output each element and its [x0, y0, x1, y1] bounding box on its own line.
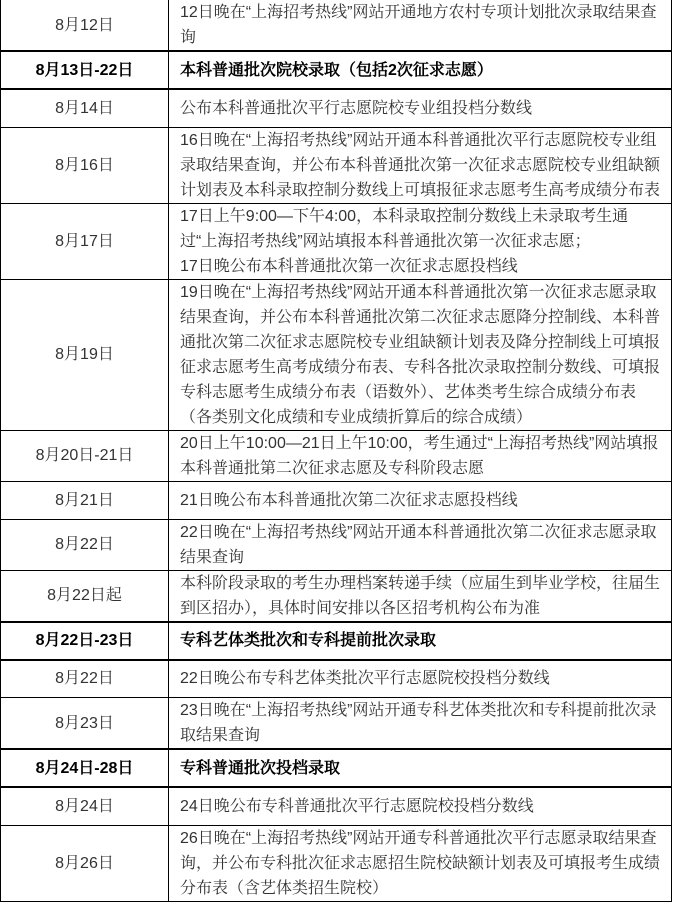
table-row [1, 127, 672, 203]
table-row [1, 430, 672, 481]
date-cell: 8月13日-22日 [1, 51, 169, 89]
content-line: 16日晚在“上海招考热线”网站开通本科普通批次平行志愿院校专业组录取结果查询，并公布本科普通批次第一次征求志愿院校专业组缺额计划表及本科录取控制分数线上可填报征求志愿考生高考成绩分布表 [180, 131, 661, 199]
date-cell: 8月23日 [1, 698, 169, 750]
date-cell: 8月24日-28日 [1, 749, 169, 787]
date-cell: 8月19日 [1, 279, 169, 430]
date-cell: 8月20日-21日 [1, 430, 169, 481]
date-cell: 8月22日 [1, 660, 169, 698]
content-line: 公布本科普通批次平行志愿院校专业组投档分数线 [180, 99, 533, 117]
table-row [1, 660, 672, 698]
table-row [1, 570, 672, 622]
section-header-row [1, 749, 672, 787]
table-row [1, 698, 672, 750]
content-cell [169, 481, 672, 519]
date-cell: 8月17日 [1, 203, 169, 279]
content-line: 专科普通批次投档录取 [180, 759, 341, 777]
content-line: 12日晚在“上海招考热线”网站开通地方农村专项计划批次录取结果查询 [180, 4, 657, 46]
table-row [1, 787, 672, 825]
date-cell: 8月24日 [1, 787, 169, 825]
schedule-table-body [1, 0, 672, 901]
content-cell [169, 203, 672, 279]
content-cell [169, 698, 672, 750]
content-cell [169, 787, 672, 825]
content-line: 19日晚在“上海招考热线”网站开通本科普通批次第一次征求志愿录取结果查询，并公布本科普通批次第二次征求志愿降分控制线、本科普通批次第二次征求志愿院校专业组缺额计划表及降分控制线上可填报征求志愿考生高考成绩分布表、专科各批次录取控制分数线、可填报专科志愿考生成绩分布表（语数外）、艺体类考生综合成绩分布表（各类别文化成绩和专业成绩折算后的综合成绩） [180, 283, 661, 426]
content-line: 26日晚在“上海招考热线”网站开通专科普通批次平行志愿录取结果查询，并公布专科批次征求志愿招生院校缺额计划表及可填报考生成绩分布表（含艺体类招生院校） [180, 829, 661, 897]
date-cell: 8月21日 [1, 481, 169, 519]
date-cell: 8月26日 [1, 825, 169, 901]
date-cell: 8月22日 [1, 519, 169, 570]
table-row [1, 0, 672, 51]
content-line: 17日上午9:00—下午4:00，本科录取控制分数线上未录取考生通过“上海招考热线”网站填报本科普通批次第一次征求志愿； [180, 207, 629, 250]
table-row [1, 519, 672, 570]
date-cell: 8月22日-23日 [1, 622, 169, 660]
table-row [1, 825, 672, 901]
content-cell [169, 89, 672, 127]
content-cell [169, 825, 672, 901]
content-cell [169, 570, 672, 622]
date-cell: 8月12日 [1, 0, 169, 51]
content-line: 20日上午10:00—21日上午10:00，考生通过“上海招考热线”网站填报本科普通批第二次征求志愿及专科阶段志愿 [180, 434, 659, 477]
date-cell: 8月22日起 [1, 570, 169, 622]
content-cell [169, 622, 672, 660]
table-row [1, 481, 672, 519]
content-cell [169, 51, 672, 89]
date-cell: 8月14日 [1, 89, 169, 127]
content-cell [169, 430, 672, 481]
content-line: 23日晚在“上海招考热线”网站开通专科艺体类批次和专科提前批次录取结果查询 [180, 702, 657, 744]
content-line: 17日晚公布本科普通批次第一次征求志愿投档线 [180, 257, 518, 275]
table-row [1, 203, 672, 279]
content-line: 21日晚公布本科普通批次第二次征求志愿投档线 [180, 491, 518, 509]
content-line: 22日晚公布专科艺体类批次平行志愿院校投档分数线 [180, 670, 550, 688]
table-row [1, 279, 672, 430]
content-cell [169, 279, 672, 430]
content-line: 本科阶段录取的考生办理档案转递手续（应届生到毕业学校，往届生到区招办），具体时间安排以各区招考机构公布为准 [180, 574, 661, 617]
content-line: 22日晚在“上海招考热线”网站开通本科普通批次第二次征求志愿录取结果查询 [180, 523, 657, 566]
content-cell [169, 0, 672, 51]
content-cell [169, 749, 672, 787]
content-cell [169, 127, 672, 203]
section-header-row [1, 622, 672, 660]
content-cell [169, 519, 672, 570]
date-cell: 8月16日 [1, 127, 169, 203]
content-cell [169, 660, 672, 698]
content-line: 24日晚公布专科普通批次平行志愿院校投档分数线 [180, 797, 534, 815]
content-line: 专科艺体类批次和专科提前批次录取 [180, 632, 437, 649]
content-line: 本科普通批次院校录取（包括2次征求志愿） [180, 61, 493, 79]
table-row [1, 89, 672, 127]
section-header-row [1, 51, 672, 89]
